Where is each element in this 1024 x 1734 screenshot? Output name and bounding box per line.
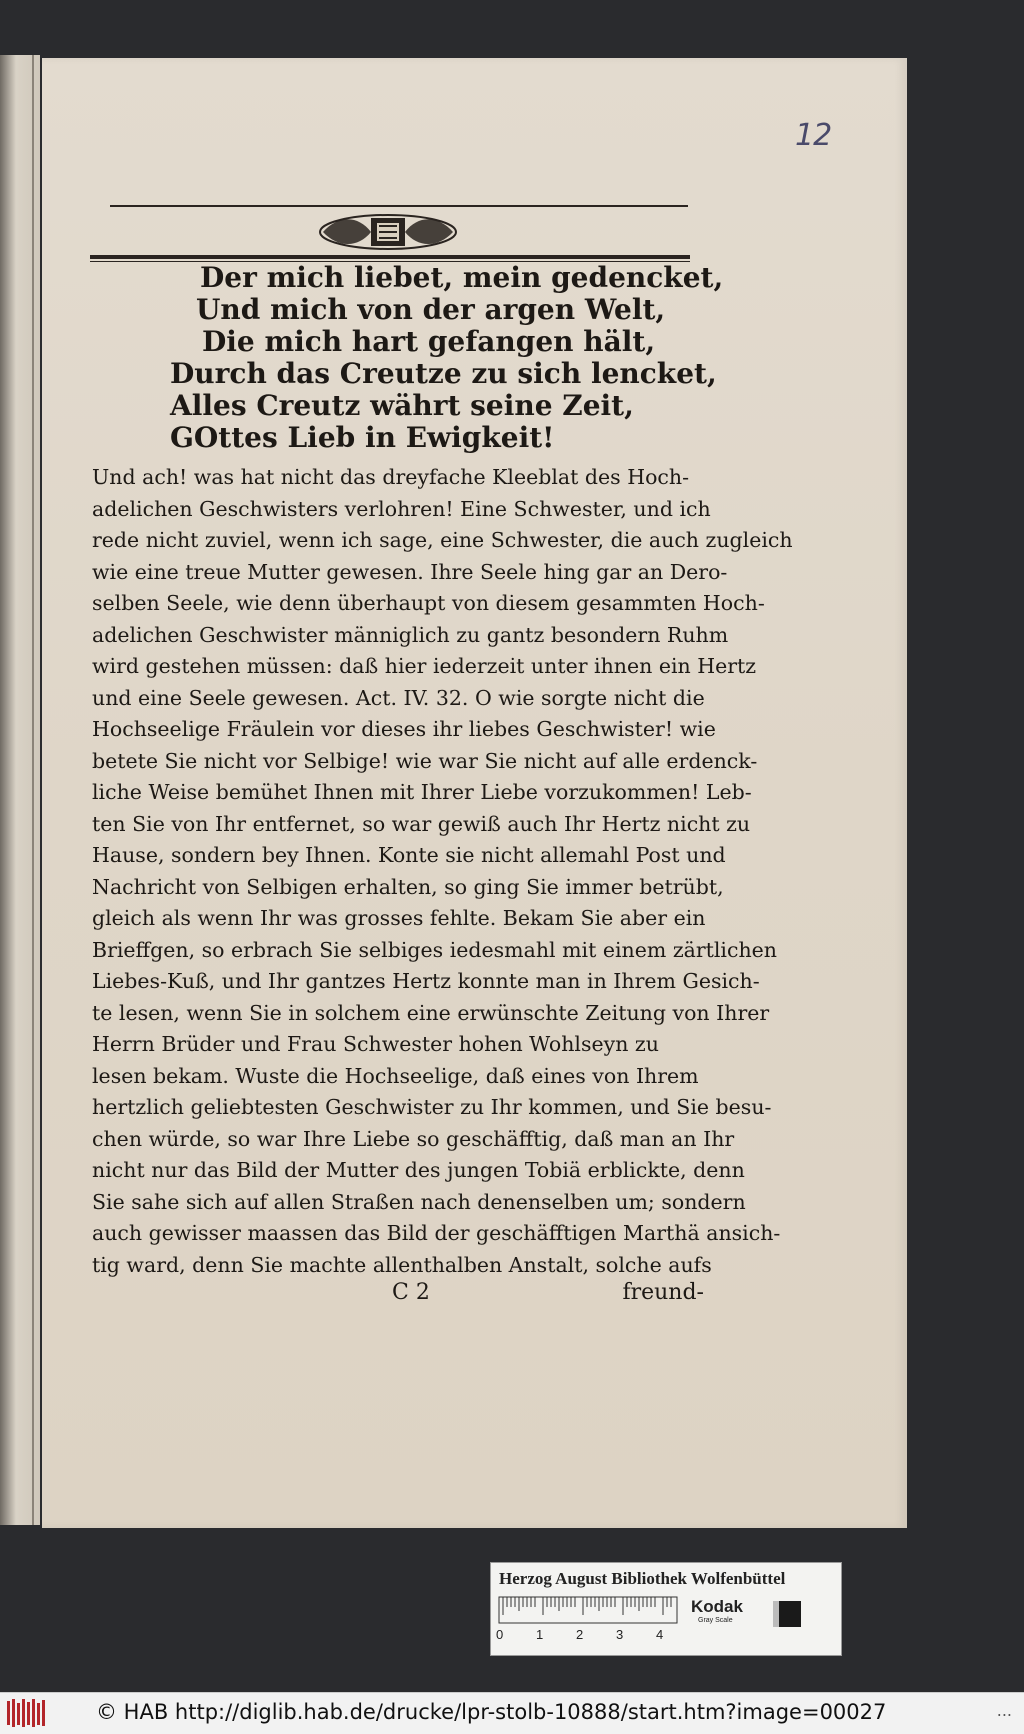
ruler-number: 2 xyxy=(576,1627,584,1642)
verse-line: Und mich von der argen Welt, xyxy=(196,293,666,326)
brand-sublabel: Gray Scale xyxy=(698,1617,733,1624)
header-rule-bottom xyxy=(90,255,690,259)
hab-logo-icon xyxy=(6,1697,46,1729)
prose-line: Hause, sondern bey Ihnen. Konte sie nicht allemahl Post und xyxy=(92,843,726,867)
prose-line: Sie sahe sich auf allen Straßen nach denenselben um; sondern xyxy=(92,1189,746,1214)
prose-line: adelichen Geschwisters verlohren! Eine Schwester, und ich xyxy=(92,496,711,521)
ruler-number: 1 xyxy=(536,1627,544,1642)
prose-line: ten Sie von Ihr entfernet, so war gewiß auch Ihr Hertz nicht zu xyxy=(92,811,751,836)
prose-line: Liebes-Kuß, und Ihr gantzes Hertz konnte man in Ihrem Gesich- xyxy=(92,969,760,993)
signature-mark: C 2 xyxy=(392,1280,430,1305)
prose-line: liche Weise bemühet Ihnen mit Ihrer Liebe vorzukommen! Leb- xyxy=(92,780,752,804)
viewer-footer-bar xyxy=(0,1692,1024,1734)
prose-line: und eine Seele gewesen. Act. IV. 32. O wie sorgte nicht die xyxy=(92,685,705,710)
prose-line: Brieffgen, so erbrach Sie selbiges iedesmahl mit einem zärtlichen xyxy=(92,937,778,962)
prose-line: te lesen, wenn Sie in solchem eine erwünschte Zeitung von Ihrer xyxy=(92,1000,770,1025)
verse-line: GOttes Lieb in Ewigkeit! xyxy=(170,421,555,454)
prose-line: Hochseelige Fräulein vor dieses ihr liebes Geschwister! wie xyxy=(92,717,716,741)
catchword: freund- xyxy=(622,1280,704,1305)
prose-line: wird gestehen müssen: daß hier iederzeit unter ihnen ein Hertz xyxy=(92,654,757,678)
prose-line: nicht nur das Bild der Mutter des jungen Tobiä erblickte, denn xyxy=(92,1158,745,1182)
color-calibration-card xyxy=(490,1562,842,1656)
prose-line: Und ach! was hat nicht das dreyfache Kleeblat des Hoch- xyxy=(92,465,690,489)
verse-line: Alles Creutz währt seine Zeit, xyxy=(170,389,634,422)
prose-line: Nachricht von Selbigen erhalten, so ging Sie immer betrübt, xyxy=(92,874,724,899)
ruler-number: 4 xyxy=(656,1627,664,1642)
prose-line: adelichen Geschwister männiglich zu gantz besondern Ruhm xyxy=(92,622,729,647)
page-footer xyxy=(92,1280,704,1314)
adjacent-page-edge xyxy=(0,55,40,1525)
prose-line: gleich als wenn Ihr was grosses fehlte. Bekam Sie aber ein xyxy=(92,906,706,930)
verse-line: Durch das Creutze zu sich lencket, xyxy=(170,357,717,390)
ornament-icon xyxy=(313,210,463,258)
prose-line: wie eine treue Mutter gewesen. Ihre Seele hing gar an Dero- xyxy=(92,559,728,584)
prose-block xyxy=(92,462,793,1281)
prose-line: rede nicht zuviel, wenn ich sage, eine Schwester, die auch zugleich xyxy=(92,528,793,552)
prose-line: betete Sie nicht vor Selbige! wie war Sie nicht auf alle erdenck- xyxy=(92,748,758,773)
prose-line: hertzlich geliebtesten Geschwister zu Ihr kommen, und Sie besu- xyxy=(92,1095,772,1119)
prose-line: auch gewisser maassen das Bild der geschäfftigen Marthä ansich- xyxy=(92,1221,781,1245)
card-title: Herzog August Bibliothek Wolfenbüttel xyxy=(499,1569,786,1588)
prose-line: selben Seele, wie denn überhaupt von diesem gesammten Hoch- xyxy=(92,591,765,615)
header-rule-top xyxy=(110,205,688,207)
ruler-icon xyxy=(499,1597,677,1623)
page-gutter xyxy=(32,55,34,1525)
gray-swatch xyxy=(773,1601,801,1627)
prose-line: chen würde, so war Ihre Liebe so geschäfftig, daß man an Ihr xyxy=(92,1126,735,1151)
verse-block xyxy=(170,261,724,454)
ruler-number: 3 xyxy=(616,1627,624,1642)
copyright-url[interactable]: © HAB http://diglib.hab.de/drucke/lpr-stolb-10888/start.htm?image=00027 xyxy=(96,1700,887,1724)
prose-line: lesen bekam. Wuste die Hochseelige, daß eines von Ihrem xyxy=(92,1063,699,1088)
brand-label: Kodak xyxy=(691,1597,743,1616)
more-options-button[interactable]: ... xyxy=(996,1701,1012,1720)
verse-line: Der mich liebet, mein gedencket, xyxy=(200,261,724,294)
prose-line: Herrn Brüder und Frau Schwester hohen Wohlseyn zu xyxy=(92,1032,659,1056)
page-number: 12 xyxy=(795,118,832,153)
verse-line: Die mich hart gefangen hält, xyxy=(202,325,656,358)
prose-line: tig ward, denn Sie machte allenthalben Anstalt, solche aufs xyxy=(92,1252,712,1277)
ruler-number: 0 xyxy=(496,1627,504,1642)
